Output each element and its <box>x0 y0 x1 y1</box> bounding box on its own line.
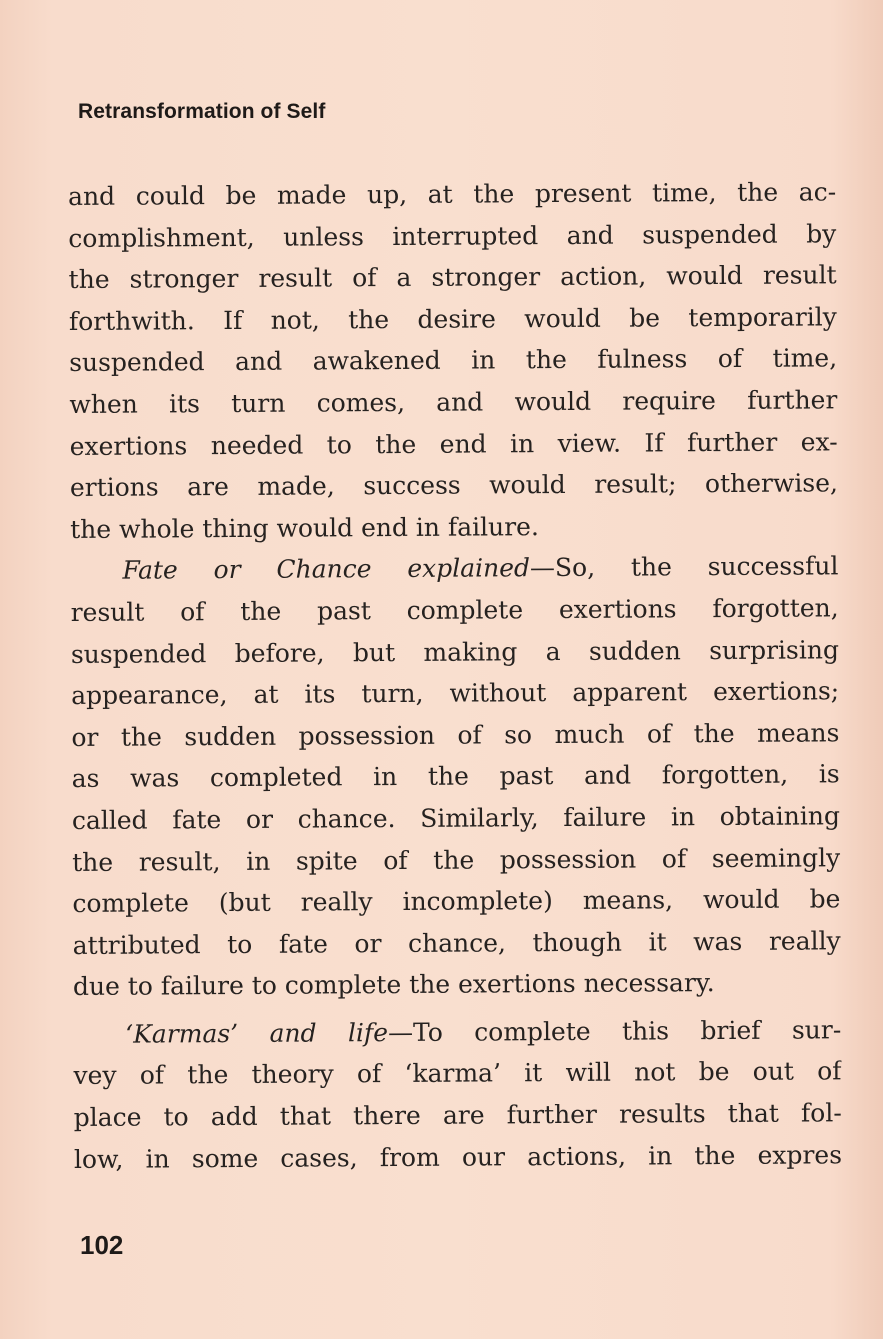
text-line: called fate or chance. Similarly, failure in obtaining <box>71 801 841 835</box>
text-line: result of the past complete exertions forgotten, <box>70 593 839 627</box>
text-line: when its turn comes, and would require further <box>69 385 838 419</box>
page-number: 102 <box>80 1230 124 1260</box>
text-line: suspended and awakened in the fulness of time, <box>69 343 838 378</box>
text-line: the result, in spite of the possession of seemingly <box>72 842 841 877</box>
paragraph-opening-line <box>73 1009 841 1055</box>
paragraph-lead-text: —So, the successful <box>529 551 839 583</box>
text-line: complishment, unless interrupted and suspended by <box>68 218 837 253</box>
text-line: and could be made up, at the present time, the ac- <box>68 177 837 211</box>
text-line: the stronger result of a stronger action, would result <box>68 260 837 295</box>
section-run-in-heading: ‘Karmas’ and life <box>125 1017 389 1049</box>
text-line: complete (but really incomplete) means, would be <box>72 884 841 919</box>
text-line: forthwith. If not, the desire would be temporarily <box>68 302 837 336</box>
paragraph-opening-line <box>70 546 838 592</box>
text-line: as was completed in the past and forgotten, is <box>71 759 840 794</box>
section-run-in-heading: Fate or Chance explained <box>122 553 531 586</box>
text-line: appearance, at its turn, without apparent exertions; <box>71 676 840 711</box>
text-line: exertions needed to the end in view. If further ex- <box>69 426 838 461</box>
running-head: Retransformation of Self <box>78 100 326 123</box>
text-line: vey of the theory of ‘karma’ it will not be out of <box>73 1056 842 1091</box>
text-line: attributed to fate or chance, though it was really <box>72 925 841 960</box>
text-line: suspended before, but making a sudden surprising <box>70 634 839 669</box>
text-line: the whole thing would end in failure. <box>70 511 539 544</box>
body-text <box>68 171 842 1180</box>
text-line: due to failure to complete the exertions necessary. <box>72 968 715 1002</box>
paragraph-lead-text: —To complete this brief sur- <box>387 1015 842 1047</box>
text-line: or the sudden possession of so much of the means <box>71 718 840 752</box>
text-line: low, in some cases, from our actions, in the expres <box>73 1139 843 1174</box>
text-line: ertions are made, success would result; otherwise, <box>69 468 838 503</box>
text-line: place to add that there are further results that fol- <box>73 1098 842 1133</box>
